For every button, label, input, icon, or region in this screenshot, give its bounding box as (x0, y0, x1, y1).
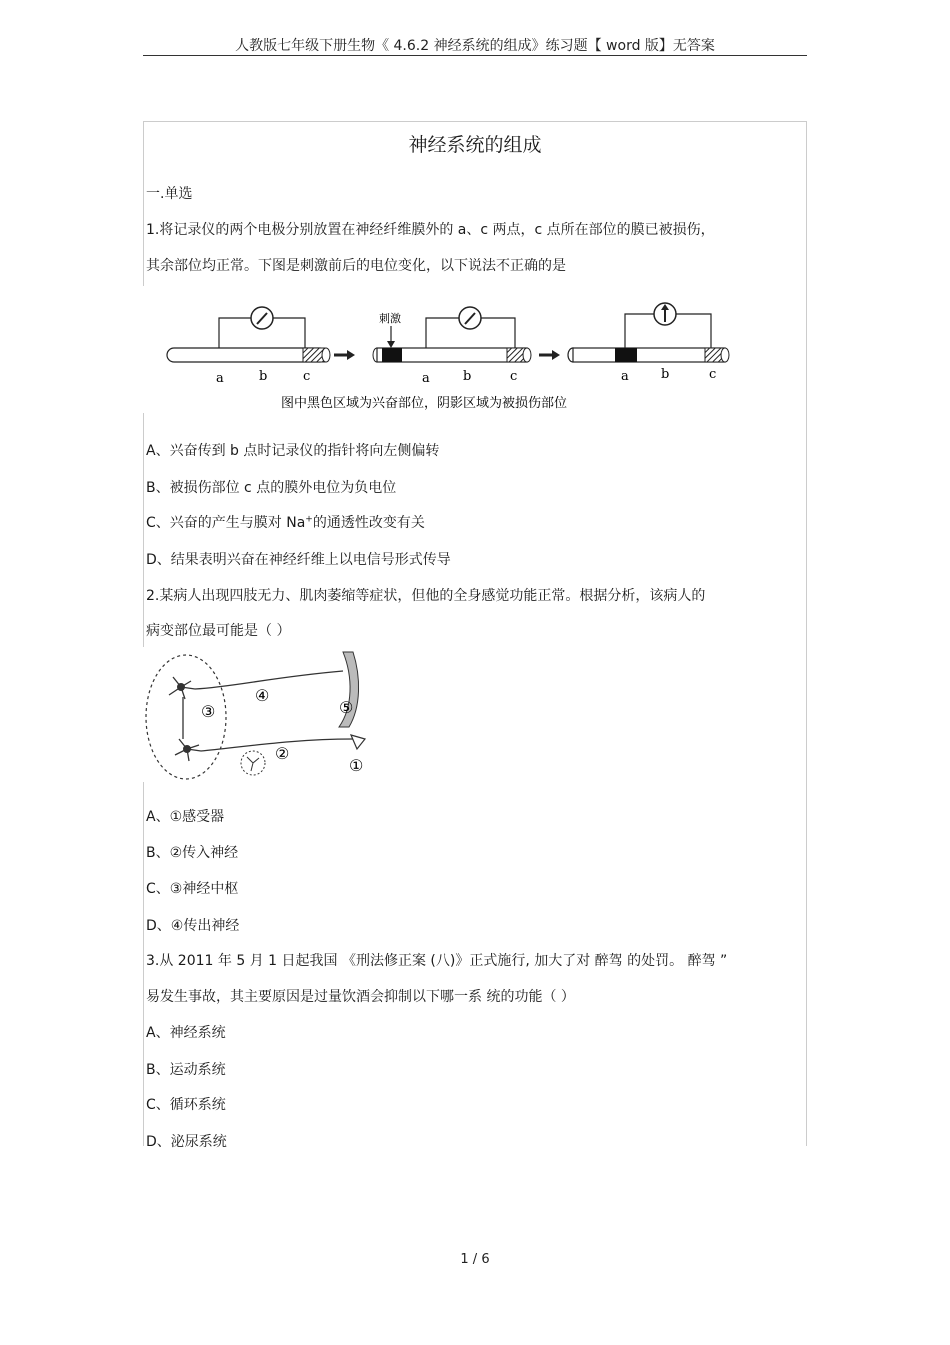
nerve-fiber-diagram (143, 286, 753, 413)
q2-option-a: A、①感受器 (146, 809, 225, 825)
fig-num-3: ③ (201, 702, 216, 721)
page-number: 1 / 6 (460, 1252, 490, 1267)
q2-option-b: B、②传入神经 (146, 845, 239, 861)
fig1-label-c: c (303, 369, 311, 384)
q3-option-d: D、泌尿系统 (146, 1134, 227, 1150)
q3-text-line1: 3.从 2011 年 5 月 1 日起我国 《刑法修正案 (八)》正式施行, 加大了对 醉驾 的处罚。 醉驾 ” (146, 953, 728, 969)
fig-num-2: ② (275, 744, 290, 763)
q3-option-a: A、神经系统 (146, 1025, 226, 1041)
fig-num-4: ④ (255, 686, 270, 705)
q2-option-c: C、③神经中枢 (146, 881, 239, 897)
fig1-label-a: a (216, 371, 224, 386)
q1-option-a: A、兴奋传到 b 点时记录仪的指针将向左侧偏转 (146, 443, 440, 459)
q1-text-line1: 1.将记录仪的两个电极分别放置在神经纤维膜外的 a、c 两点，c 点所在部位的膜已被损伤， (146, 222, 715, 238)
page-title: 神经系统的组成 (408, 134, 542, 156)
q1-option-c-rest: 的通透性改变有关 (312, 515, 425, 531)
q1-figure (143, 286, 753, 413)
q1-text-line2: 其余部位均正常。下图是刺激前后的电位变化，以下说法不正确的是 (146, 258, 566, 274)
content-frame-left (143, 121, 144, 1146)
arrow-right-icon (552, 350, 560, 360)
q2-text-line2: 病变部位最可能是（ ） (146, 623, 291, 639)
q2-text-line1: 2.某病人出现四肢无力、肌肉萎缩等症状，但他的全身感觉功能正常。根据分析，该病人的 (146, 588, 706, 604)
q2-option-d: D、④传出神经 (146, 918, 240, 934)
fig3-label-c: c (709, 367, 717, 382)
fig3-label-a: a (621, 369, 629, 384)
fig2-label-c: c (510, 369, 518, 384)
fig1-label-b: b (259, 369, 268, 384)
superscript-plus: + (305, 514, 313, 525)
q1-option-c (146, 512, 425, 532)
header-rule (143, 55, 807, 56)
fig-num-5: ⑤ (339, 698, 354, 717)
q1-option-b: B、被损伤部位 c 点的膜外电位为负电位 (146, 480, 397, 496)
q1-option-c-text: C、兴奋的产生与膜对 Na (146, 515, 306, 531)
fig-stimulus-label: 刺激 (379, 312, 401, 325)
q3-text-line2: 易发生事故，其主要原因是过量饮酒会抑制以下哪一系 统的功能（ ） (146, 989, 575, 1005)
q1-option-d: D、结果表明兴奋在神经纤维上以电信号形式传导 (146, 552, 451, 568)
reflex-arc-diagram (143, 647, 383, 782)
fig-caption: 图中黑色区域为兴奋部位，阴影区域为被损伤部位 (281, 396, 568, 411)
arrow-right-icon (347, 350, 355, 360)
content-frame-top (143, 121, 807, 122)
fig2-label-b: b (463, 369, 472, 384)
content-frame-right (806, 121, 807, 1146)
section-heading: 一.单选 (146, 186, 193, 202)
fig3-label-b: b (661, 367, 670, 382)
fiber-panel-3 (568, 303, 729, 384)
fig-num-1: ① (349, 756, 364, 775)
fiber-panel-2 (373, 307, 531, 386)
running-header: 人教版七年级下册生物《 4.6.2 神经系统的组成》练习题【 word 版】无答案 (235, 38, 715, 54)
q3-option-c: C、循环系统 (146, 1097, 226, 1113)
q3-option-b: B、运动系统 (146, 1062, 226, 1078)
fiber-panel-1 (167, 307, 330, 386)
fig2-label-a: a (422, 371, 430, 386)
q2-figure (143, 647, 383, 782)
